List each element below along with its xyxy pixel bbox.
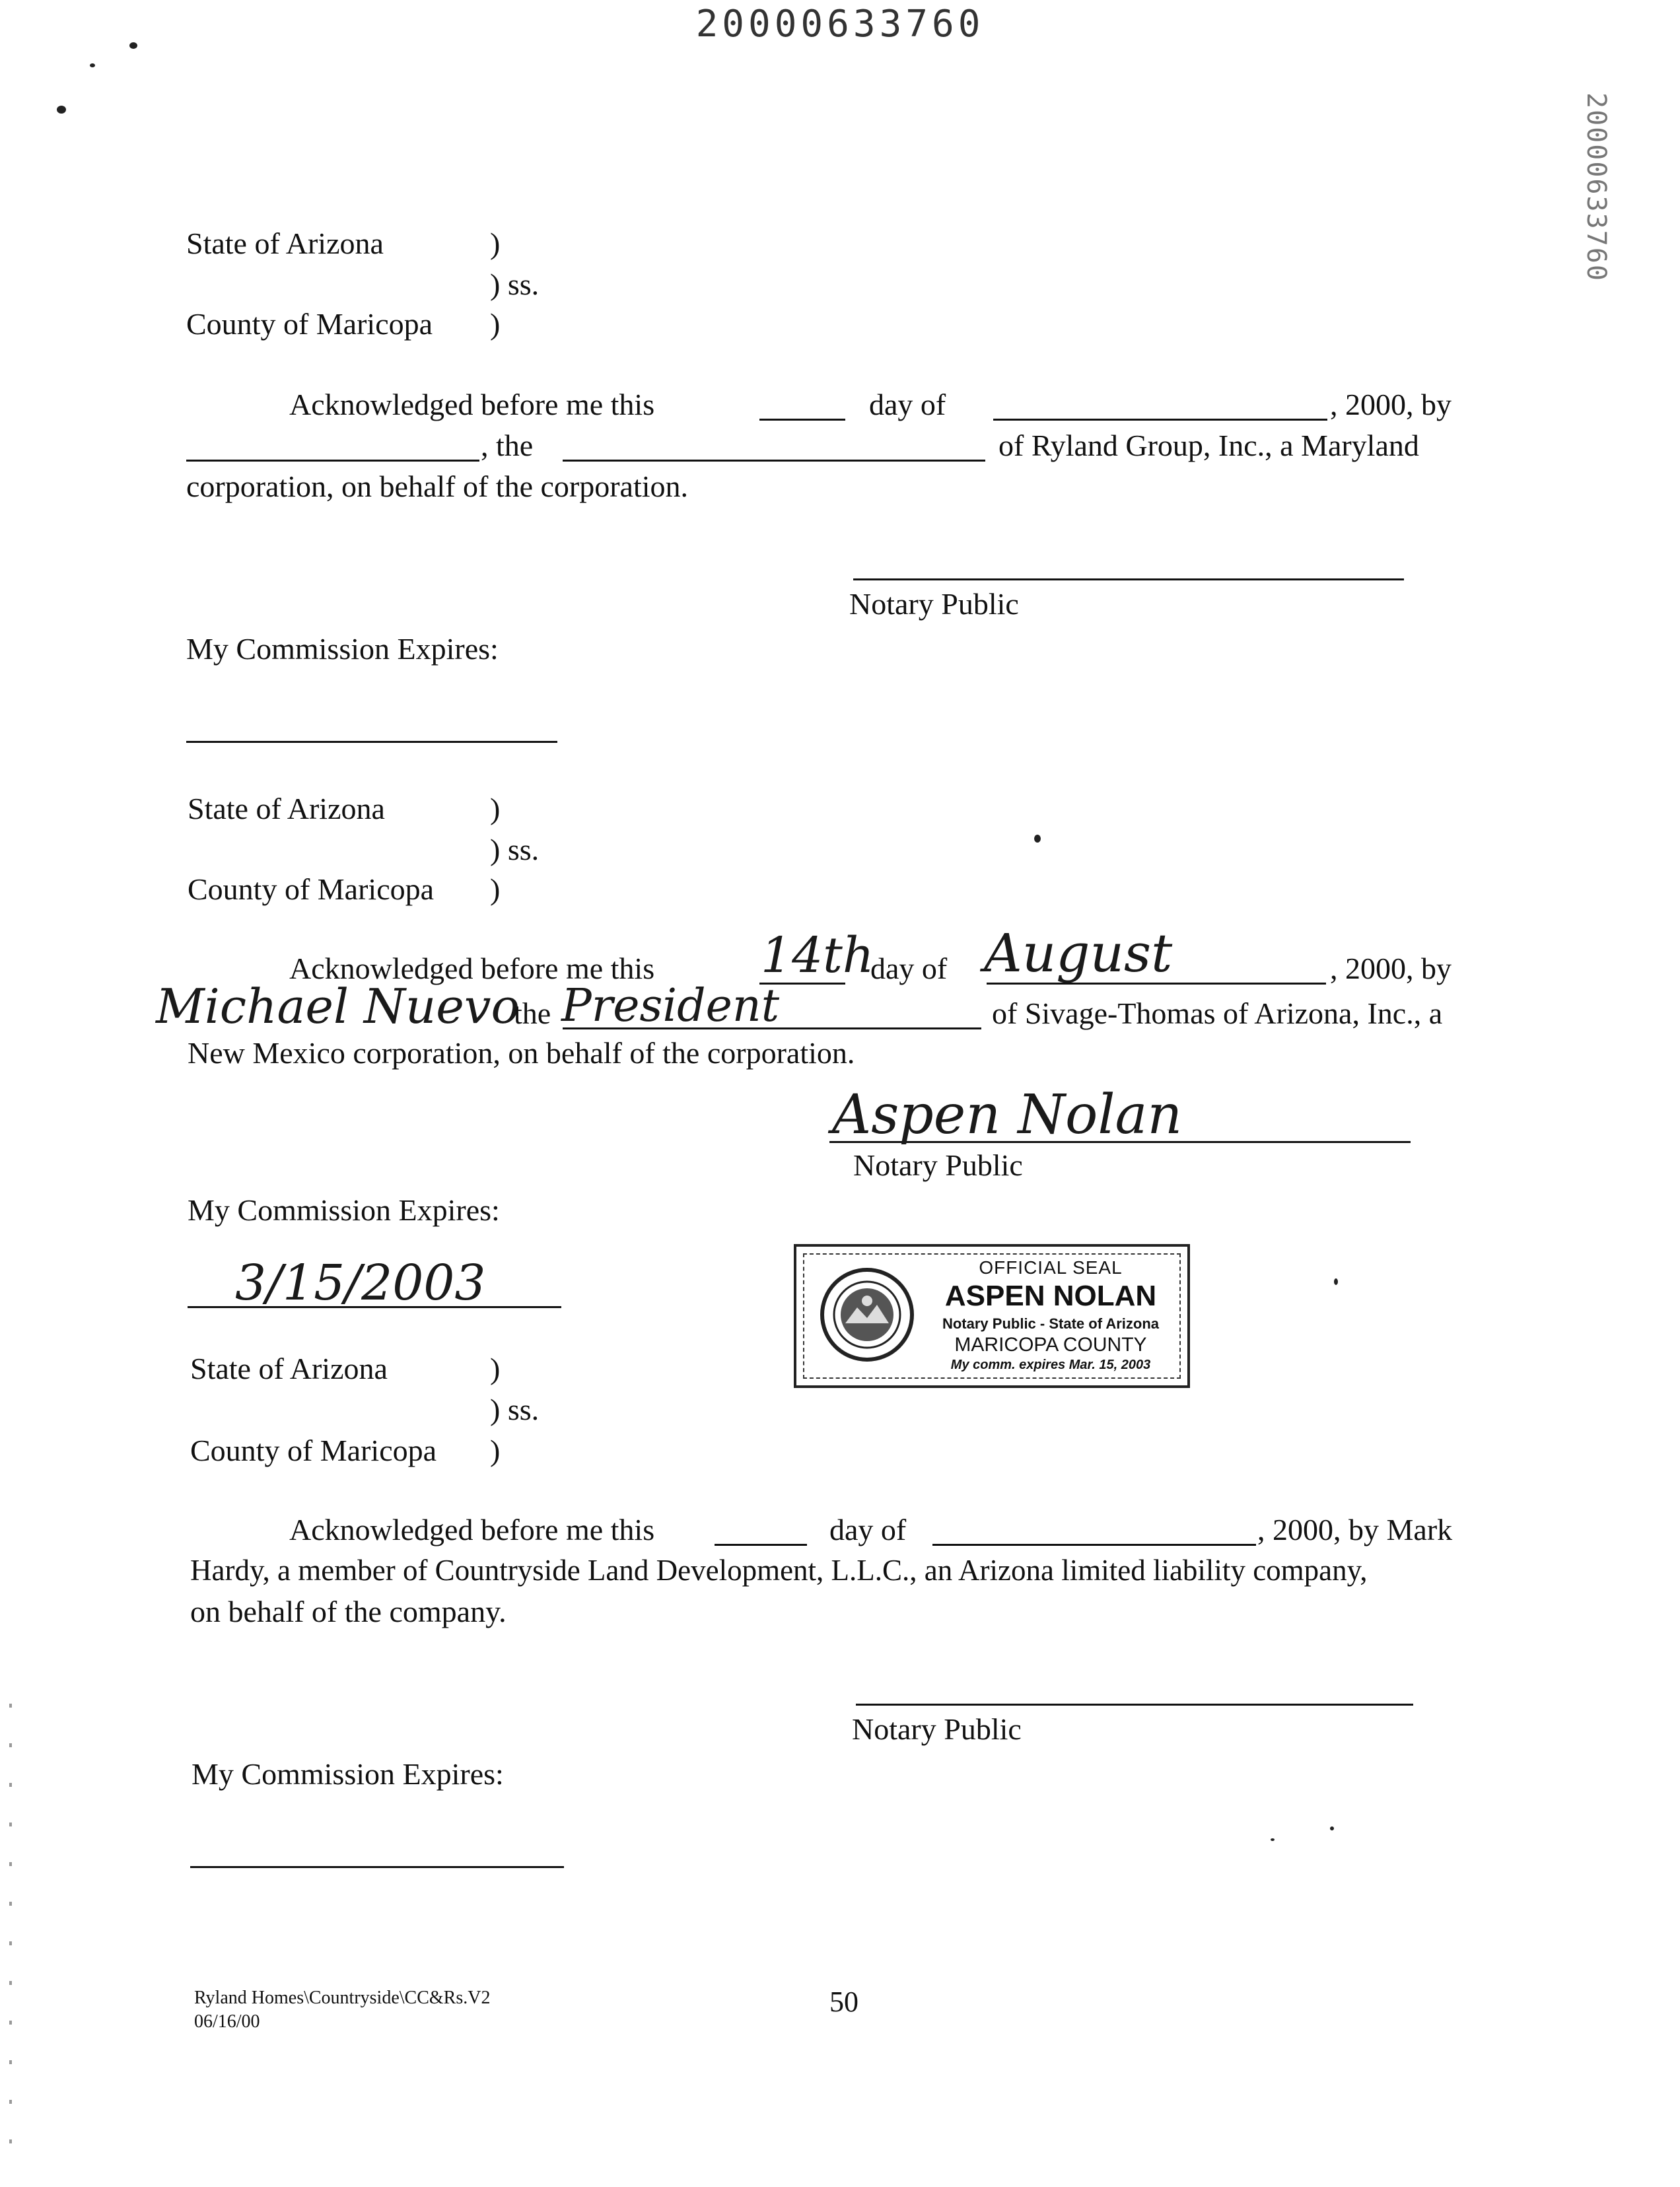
- ack-text: Hardy, a member of Countryside Land Development, L.L.C., an Arizona limited liability company,: [190, 1554, 1368, 1587]
- ack-text: , 2000, by Mark: [1257, 1513, 1453, 1546]
- signer-name-blank: [186, 460, 479, 462]
- county-label: County of Maricopa: [186, 307, 433, 341]
- ack-text: , 2000, by: [1330, 952, 1452, 985]
- ack-text: , 2000, by: [1330, 388, 1452, 421]
- ack-text: corporation, on behalf of the corporation.: [186, 469, 689, 503]
- state-label: State of Arizona: [188, 792, 385, 825]
- side-recording-stamp: 20000633760: [1581, 92, 1611, 282]
- ack-text: , the: [481, 429, 534, 462]
- scan-speck: [1034, 835, 1041, 843]
- county-paren: ): [490, 1434, 501, 1467]
- signer-title-blank: [563, 460, 985, 462]
- seal-expiry: My comm. expires Mar. 15, 2003: [950, 1358, 1151, 1372]
- notary-signature-line: [853, 578, 1404, 580]
- ack-text: day of: [869, 388, 946, 421]
- commission-expiry-line: [190, 1866, 564, 1868]
- county-label: County of Maricopa: [190, 1434, 437, 1467]
- month-blank: [993, 419, 1327, 421]
- handwritten-signer-name: Michael Nuevo: [156, 979, 520, 1034]
- handwritten-expiry-date: 3/15/2003: [235, 1255, 486, 1311]
- ack-text: day of: [870, 952, 948, 985]
- notary-public-label: Notary Public: [852, 1712, 1022, 1746]
- county-label: County of Maricopa: [188, 872, 435, 906]
- scan-speck: [57, 106, 66, 114]
- scan-edge-marks: [9, 1704, 12, 2166]
- footer-date: 06/16/00: [194, 2011, 260, 2032]
- ss-label: ) ss.: [490, 267, 540, 301]
- notary-public-label: Notary Public: [849, 587, 1019, 621]
- ss-label: ) ss.: [490, 833, 540, 866]
- state-label: State of Arizona: [186, 226, 384, 260]
- state-paren: ): [490, 226, 501, 260]
- seal-county: MARICOPA COUNTY: [954, 1334, 1147, 1356]
- seal-jurisdiction: Notary Public - State of Arizona: [942, 1315, 1159, 1332]
- commission-label: My Commission Expires:: [186, 632, 499, 666]
- commission-expiry-line: [186, 741, 557, 743]
- day-blank: [759, 419, 845, 421]
- scan-speck: [1330, 1826, 1334, 1830]
- handwritten-title: President: [561, 980, 780, 1032]
- ack-text: on behalf of the company.: [190, 1595, 507, 1628]
- ss-label: ) ss.: [490, 1393, 540, 1426]
- official-notary-seal: [794, 1244, 1190, 1388]
- county-paren: ): [490, 872, 501, 906]
- commission-label: My Commission Expires:: [192, 1757, 504, 1791]
- notary-signature-line: [856, 1704, 1413, 1706]
- notary-public-label: Notary Public: [853, 1148, 1023, 1182]
- state-label: State of Arizona: [190, 1352, 388, 1385]
- ack-text: of Ryland Group, Inc., a Maryland: [998, 429, 1419, 462]
- ack-text: the: [514, 996, 551, 1030]
- day-blank: [715, 1544, 807, 1546]
- seal-notary-name: ASPEN NOLAN: [944, 1280, 1157, 1312]
- document-number: 20000633760: [695, 3, 985, 46]
- ack-text: New Mexico corporation, on behalf of the corporation.: [188, 1036, 855, 1070]
- page-number: 50: [829, 1986, 858, 2018]
- seal-title: OFFICIAL SEAL: [979, 1257, 1123, 1278]
- footer-file-path: Ryland Homes\Countryside\CC&Rs.V2: [194, 1988, 491, 2008]
- ack-text: Acknowledged before me this: [289, 388, 655, 421]
- scan-speck: [1334, 1278, 1338, 1285]
- handwritten-month: August: [984, 922, 1173, 984]
- ack-text: Acknowledged before me this: [289, 1513, 655, 1546]
- ack-text: day of: [829, 1513, 907, 1546]
- scan-speck: [1271, 1838, 1275, 1841]
- state-paren: ): [490, 792, 501, 825]
- county-paren: ): [490, 307, 501, 341]
- ack-text: Acknowledged before me this: [289, 952, 655, 985]
- notary-handwritten-signature: Aspen Nolan: [832, 1084, 1183, 1146]
- handwritten-day: 14th: [761, 927, 874, 984]
- scan-speck: [129, 42, 137, 49]
- state-seal-emblem-icon: [819, 1267, 915, 1363]
- ack-text: of Sivage-Thomas of Arizona, Inc., a: [992, 996, 1443, 1030]
- month-blank: [932, 1544, 1256, 1546]
- commission-label: My Commission Expires:: [188, 1193, 500, 1227]
- scan-speck: [90, 63, 95, 67]
- state-paren: ): [490, 1352, 501, 1385]
